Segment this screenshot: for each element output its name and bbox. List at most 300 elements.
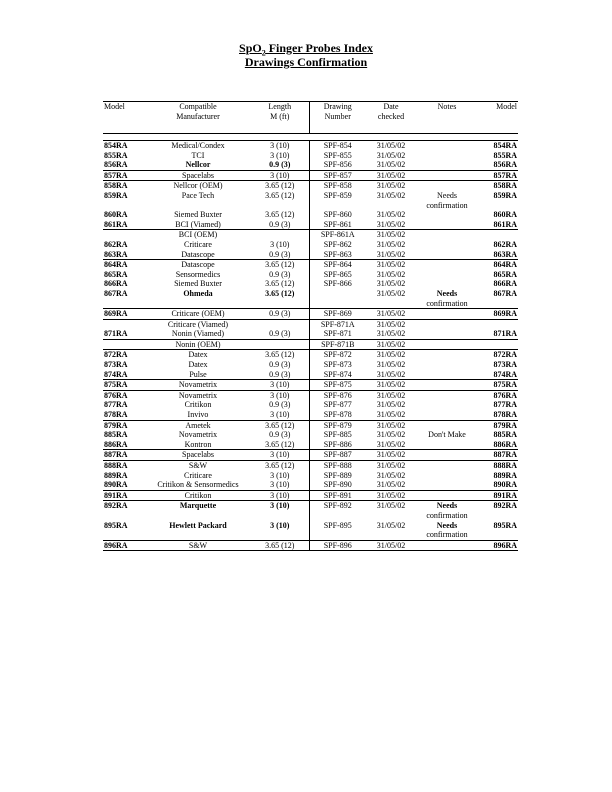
table-cell <box>103 201 145 211</box>
table-cell: 871RA <box>104 329 128 339</box>
table-cell: 3.65 (12) <box>251 260 309 270</box>
table-cell: 887RA <box>103 450 145 461</box>
table-cell: Sensormedics <box>175 269 221 279</box>
table-cell: 31/05/02 <box>376 480 406 490</box>
table-cell: 874RA <box>493 369 517 379</box>
table-row <box>103 501 518 511</box>
table-cell: 858RA <box>478 181 518 191</box>
table-row <box>103 191 518 201</box>
table-cell: SPF-878 <box>323 410 352 420</box>
table-cell <box>416 170 478 181</box>
table-cell <box>309 289 366 299</box>
table-cell: Criticare (OEM) <box>145 309 251 320</box>
table-cell: 3.65 (12) <box>251 440 309 450</box>
table-cell: 856RA <box>104 160 128 170</box>
table-cell: 31/05/02 <box>366 170 416 181</box>
table-cell: Ametek <box>145 420 251 430</box>
table-cell <box>416 181 478 191</box>
table-cell: 873RA <box>493 360 517 370</box>
table-cell: 866RA <box>493 279 517 289</box>
table-cell: 31/05/02 <box>376 329 406 339</box>
table-cell: BCI (OEM) <box>145 230 251 240</box>
column-header: Drawing Number <box>309 102 366 134</box>
table-row <box>103 410 518 420</box>
table-cell: 3.65 (12) <box>251 210 309 220</box>
table-cell: 31/05/02 <box>366 230 416 240</box>
table-cell: 31/05/02 <box>376 239 406 249</box>
table-cell: 866RA <box>104 279 128 289</box>
table-row <box>103 329 518 339</box>
table-cell <box>145 299 251 309</box>
table-row <box>103 210 518 220</box>
table-cell: Critikon & Sensormedics <box>157 480 239 490</box>
table-cell: 888RA <box>478 461 518 471</box>
table-cell <box>478 319 518 329</box>
table-row <box>103 400 518 410</box>
table-cell <box>416 480 478 490</box>
table-cell: Pace Tech <box>181 190 215 200</box>
table-cell: Datex <box>145 350 251 360</box>
table-row <box>103 420 518 430</box>
table-cell: SPF-854 <box>309 141 366 151</box>
table-cell: SPF-861A <box>309 230 366 240</box>
table-cell: Siemed Buxter <box>174 279 222 289</box>
table-cell: 878RA <box>493 410 517 420</box>
page-subtitle: Drawings Confirmation <box>244 55 368 69</box>
table-cell: Novametrix <box>145 380 251 391</box>
table-cell <box>251 319 309 329</box>
table-cell <box>478 511 518 521</box>
table-cell <box>366 511 416 521</box>
table-cell: 861RA <box>104 219 128 229</box>
table-cell: Criticare (Viamed) <box>145 319 251 329</box>
table-cell <box>416 250 478 260</box>
table-cell: 895RA <box>493 520 517 530</box>
table-cell: SPF-861 <box>323 219 352 229</box>
table-cell: Needs <box>436 288 458 298</box>
table-cell: 0.9 (3) <box>251 370 309 380</box>
table-row <box>103 230 518 240</box>
table-cell: 874RA <box>104 369 128 379</box>
table-cell: SPF-856 <box>323 160 352 170</box>
table-cell: 3 (10) <box>251 141 309 151</box>
table-row <box>103 480 518 490</box>
table-cell <box>366 530 416 540</box>
table-cell: 877RA <box>104 400 128 410</box>
table-cell <box>416 390 478 400</box>
table-cell: Spacelabs <box>145 170 251 181</box>
column-header: Model <box>478 102 518 134</box>
table-cell: SPF-859 <box>323 190 352 200</box>
table-row <box>103 450 518 461</box>
table-cell: confirmation <box>426 530 468 540</box>
table-cell: 895RA <box>104 520 128 530</box>
table-cell: SPF-864 <box>309 260 366 270</box>
table-cell: SPF-860 <box>323 210 352 220</box>
table-cell: 885RA <box>104 430 128 440</box>
table-cell: SPF-863 <box>323 249 352 259</box>
table-cell: SPF-875 <box>309 380 366 391</box>
table-cell: 872RA <box>103 350 145 360</box>
table-cell: 31/05/02 <box>376 400 406 410</box>
table-cell: SPF-886 <box>323 439 352 449</box>
table-row <box>103 299 518 309</box>
table-row <box>103 160 518 170</box>
table-cell: 857RA <box>103 170 145 181</box>
table-cell: 855RA <box>104 150 128 160</box>
table-body <box>103 134 518 551</box>
table-cell: 886RA <box>104 439 128 449</box>
table-cell <box>416 260 478 270</box>
table-cell: 896RA <box>478 540 518 551</box>
table-cell: 3.65 (12) <box>251 279 309 289</box>
table-cell <box>103 319 145 329</box>
table-cell: 885RA <box>493 430 517 440</box>
table-cell: 31/05/02 <box>376 279 406 289</box>
table-cell <box>251 511 309 521</box>
table-cell: 3 (10) <box>251 450 309 461</box>
table-cell: 31/05/02 <box>376 219 406 229</box>
table-cell: 3 (10) <box>251 390 309 400</box>
table-row <box>103 461 518 471</box>
table-row <box>103 530 518 540</box>
table-cell: 896RA <box>103 540 145 551</box>
table-cell: 860RA <box>493 210 517 220</box>
table-cell: 31/05/02 <box>376 430 406 440</box>
table-cell: SPF-892 <box>309 501 366 511</box>
table-cell: 31/05/02 <box>366 309 416 320</box>
table-cell: 31/05/02 <box>376 520 406 530</box>
table-cell: Don't Make <box>428 430 466 440</box>
table-cell: Criticare <box>184 239 212 249</box>
table-cell <box>416 279 478 289</box>
table-cell: 31/05/02 <box>366 339 416 350</box>
table-cell: 878RA <box>104 410 128 420</box>
table-cell: 31/05/02 <box>376 360 406 370</box>
table-cell <box>103 299 145 309</box>
table-cell: 857RA <box>478 170 518 181</box>
table-cell: 867RA <box>493 288 517 298</box>
table-cell <box>366 299 416 309</box>
table-cell: Critikon <box>145 490 251 501</box>
table-cell <box>416 471 478 481</box>
table-cell: 31/05/02 <box>376 150 406 160</box>
table-cell: 864RA <box>478 260 518 270</box>
table-cell: 31/05/02 <box>376 410 406 420</box>
table-cell: 31/05/02 <box>376 160 406 170</box>
table-cell: 860RA <box>104 210 128 220</box>
table-cell: 888RA <box>103 461 145 471</box>
table-cell: 858RA <box>103 181 145 191</box>
table-cell: confirmation <box>426 200 468 210</box>
table-cell: 3 (10) <box>251 151 309 161</box>
table-cell: SPF-871 <box>323 329 352 339</box>
table-cell: 0.9 (3) <box>251 309 309 320</box>
table-cell: 879RA <box>478 420 518 430</box>
table-cell <box>478 299 518 309</box>
table-cell: Medical/Condex <box>145 141 251 151</box>
table-row <box>103 540 518 551</box>
table-cell: 3 (10) <box>251 501 309 511</box>
table-cell: Spacelabs <box>145 450 251 461</box>
probes-table <box>103 101 518 551</box>
table-cell <box>478 339 518 350</box>
column-header: Model <box>103 102 145 134</box>
table-cell: Ohmeda <box>183 288 213 298</box>
table-cell: 892RA <box>478 501 518 511</box>
table-cell <box>478 530 518 540</box>
table-cell <box>416 380 478 391</box>
table-cell: SPF-874 <box>323 369 352 379</box>
table-cell: TCI <box>191 150 205 160</box>
table-cell: 887RA <box>478 450 518 461</box>
table-cell <box>309 201 366 211</box>
table-cell: 3 (10) <box>251 471 309 481</box>
table-row <box>103 309 518 320</box>
table-cell <box>251 201 309 211</box>
table-cell <box>309 530 366 540</box>
table-row <box>103 181 518 191</box>
table-cell: 31/05/02 <box>366 490 416 501</box>
table-cell <box>309 511 366 521</box>
table-cell <box>416 160 478 170</box>
table-row <box>103 440 518 450</box>
table-cell: 873RA <box>104 360 128 370</box>
table-cell <box>416 210 478 220</box>
table-cell: 863RA <box>493 249 517 259</box>
table-cell <box>416 339 478 350</box>
table-cell: 856RA <box>493 160 517 170</box>
table-cell: 871RA <box>493 329 517 339</box>
table-cell: 31/05/02 <box>376 269 406 279</box>
table-cell: 862RA <box>493 239 517 249</box>
column-header: Length M (ft) <box>251 102 309 134</box>
table-cell: 876RA <box>478 390 518 400</box>
table-cell: Needs <box>437 190 457 200</box>
table-cell <box>145 530 251 540</box>
table-cell: 31/05/02 <box>366 260 416 270</box>
table-cell <box>416 450 478 461</box>
table-cell: 0.9 (3) <box>251 360 309 370</box>
table-cell: 3 (10) <box>251 490 309 501</box>
table-cell: 3.65 (12) <box>251 289 309 299</box>
table-cell: 31/05/02 <box>366 141 416 151</box>
table-cell: 31/05/02 <box>366 319 416 329</box>
table-cell: 869RA <box>103 309 145 320</box>
table-cell <box>416 440 478 450</box>
table-cell: 0.9 (3) <box>251 160 309 170</box>
table-cell: SPF-871A <box>309 319 366 329</box>
table-cell: 875RA <box>478 380 518 391</box>
table-cell: 879RA <box>103 420 145 430</box>
table-cell <box>416 319 478 329</box>
table-cell: SPF-858 <box>309 181 366 191</box>
table-cell: Hewlett Packard <box>169 520 227 530</box>
table-cell <box>416 420 478 430</box>
table-cell: 31/05/02 <box>366 420 416 430</box>
table-cell <box>145 511 251 521</box>
table-cell <box>478 201 518 211</box>
table-cell: 886RA <box>493 439 517 449</box>
table-cell: confirmation <box>426 510 468 520</box>
table-cell: S&W <box>145 461 251 471</box>
table-cell <box>416 151 478 161</box>
table-row <box>103 260 518 270</box>
table-cell: SPF-887 <box>309 450 366 461</box>
table-cell: 3.65 (12) <box>251 420 309 430</box>
table-cell <box>416 329 478 339</box>
table-cell: 3 (10) <box>251 380 309 391</box>
column-header: Date checked <box>366 102 416 134</box>
table-row <box>103 319 518 329</box>
table-cell <box>416 540 478 551</box>
table-cell <box>103 511 145 521</box>
table-cell: SPF-865 <box>323 269 352 279</box>
table-cell: 31/05/02 <box>376 470 406 480</box>
table-cell: 31/05/02 <box>366 501 416 511</box>
table-cell: SPF-876 <box>309 390 366 400</box>
table-cell: 855RA <box>493 150 517 160</box>
table-cell: SPF-879 <box>309 420 366 430</box>
table-cell <box>416 270 478 280</box>
table-cell: Nellcor (OEM) <box>145 181 251 191</box>
table-cell: 0.9 (3) <box>251 400 309 410</box>
table-cell: 869RA <box>478 309 518 320</box>
table-row <box>103 370 518 380</box>
table-cell: Datex <box>188 360 208 370</box>
table-cell: 0.9 (3) <box>251 430 309 440</box>
table-cell: 854RA <box>103 141 145 151</box>
table-cell: 31/05/02 <box>366 450 416 461</box>
table-row <box>103 390 518 400</box>
table-cell: 863RA <box>104 249 128 259</box>
table-cell <box>416 230 478 240</box>
table-cell: Siemed Buxter <box>174 210 222 220</box>
table-cell: SPF-896 <box>309 540 366 551</box>
table-row <box>103 339 518 350</box>
table-cell: SPF-891 <box>309 490 366 501</box>
table-cell: Nonin (Viamed) <box>171 329 225 339</box>
table-cell: 3 (10) <box>251 410 309 420</box>
table-cell: 890RA <box>493 480 517 490</box>
table-cell <box>478 230 518 240</box>
table-cell: SPF-890 <box>323 480 352 490</box>
table-cell: 0.9 (3) <box>251 270 309 280</box>
table-cell <box>251 299 309 309</box>
table-cell: Criticare <box>184 470 212 480</box>
page-title: SpO$_2$ Finger Probes Index <box>239 41 373 58</box>
table-row <box>103 220 518 230</box>
table-cell: 889RA <box>104 470 128 480</box>
table-cell: 31/05/02 <box>376 249 406 259</box>
table-cell: 31/05/02 <box>366 540 416 551</box>
table-cell: 3.65 (12) <box>251 540 309 551</box>
table-cell <box>416 240 478 250</box>
table-row <box>103 350 518 360</box>
table-cell: Needs <box>436 520 458 530</box>
table-row <box>103 490 518 501</box>
table-cell: BCI (Viamed) <box>175 219 221 229</box>
table-cell: Datascope <box>181 249 215 259</box>
table-cell: 3 (10) <box>251 240 309 250</box>
table-cell: 31/05/02 <box>376 190 406 200</box>
table-cell: 31/05/02 <box>366 380 416 391</box>
table-cell: 31/05/02 <box>376 439 406 449</box>
table-cell: 876RA <box>103 390 145 400</box>
table-row <box>103 430 518 440</box>
table-cell: 0.9 (3) <box>251 329 309 339</box>
table-row <box>103 270 518 280</box>
table-cell: 877RA <box>493 400 517 410</box>
table-row <box>103 240 518 250</box>
table-cell: 891RA <box>478 490 518 501</box>
table-cell: SPF-862 <box>323 239 352 249</box>
table-cell: SPF-877 <box>323 400 352 410</box>
table-cell: 3.65 (12) <box>251 461 309 471</box>
table-cell <box>416 490 478 501</box>
table-cell <box>416 141 478 151</box>
table-cell: S&W <box>145 540 251 551</box>
table-cell: Nellcor <box>185 160 211 170</box>
table-cell: SPF-866 <box>323 279 352 289</box>
table-cell <box>416 400 478 410</box>
table-cell: SPF-895 <box>323 520 352 530</box>
table-cell: 0.9 (3) <box>251 220 309 230</box>
table-cell: 3.65 (12) <box>251 181 309 191</box>
table-cell: 31/05/02 <box>376 210 406 220</box>
table-row <box>103 170 518 181</box>
table-cell: 3.65 (12) <box>251 191 309 201</box>
table-cell: 31/05/02 <box>366 181 416 191</box>
table-cell <box>103 339 145 350</box>
table-cell: 864RA <box>103 260 145 270</box>
table-row <box>103 141 518 151</box>
table-cell: 889RA <box>493 470 517 480</box>
table-cell: confirmation <box>426 298 468 308</box>
table-cell: Nonin (OEM) <box>145 339 251 350</box>
table-cell: 891RA <box>103 490 145 501</box>
table-cell: 3 (10) <box>251 170 309 181</box>
table-cell: Datascope <box>145 260 251 270</box>
table-row <box>103 289 518 299</box>
table-cell <box>251 230 309 240</box>
table-cell: 890RA <box>104 480 128 490</box>
table-cell: 859RA <box>493 190 517 200</box>
table-cell: 859RA <box>104 190 128 200</box>
table-cell <box>366 201 416 211</box>
table-cell: 31/05/02 <box>366 350 416 360</box>
table-cell <box>103 230 145 240</box>
table-cell: 0.9 (3) <box>251 250 309 260</box>
table-cell <box>416 350 478 360</box>
table-cell: Pulse <box>189 369 207 379</box>
table-cell: SPF-871B <box>309 339 366 350</box>
table-cell: Kontron <box>184 439 212 449</box>
table-cell: SPF-885 <box>323 430 352 440</box>
table-cell <box>251 339 309 350</box>
table-cell <box>416 410 478 420</box>
table-cell: SPF-873 <box>323 360 352 370</box>
table-cell: Critikon <box>184 400 212 410</box>
table-cell <box>416 360 478 370</box>
table-row <box>103 250 518 260</box>
table-cell <box>416 309 478 320</box>
table-cell: 892RA <box>103 501 145 511</box>
table-cell <box>416 220 478 230</box>
table-cell <box>309 299 366 309</box>
table-header-row <box>103 102 518 134</box>
table-cell <box>416 461 478 471</box>
